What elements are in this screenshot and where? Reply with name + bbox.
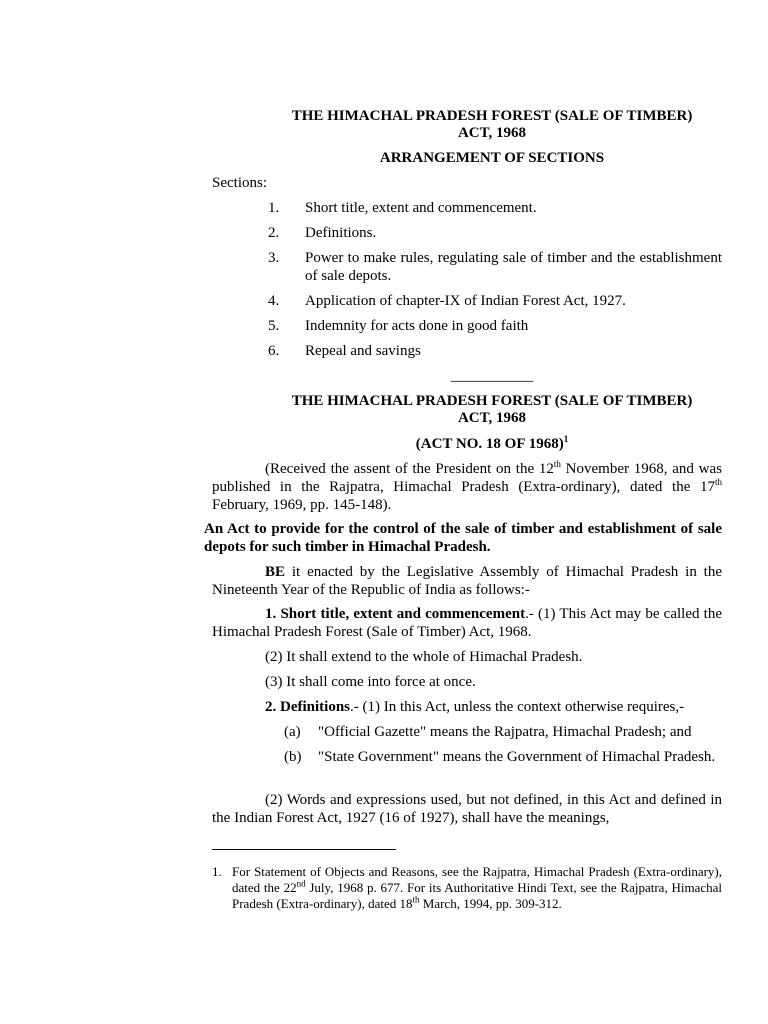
section-2-sub-2: (2) Words and expressions used, but not defined, in this Act and defined in the Indian Forest Act, 1927 (16 of 1927), shall have the meanings, — [212, 792, 722, 826]
clause-label: (b) — [284, 749, 302, 765]
act-title-line-1: THE HIMACHAL PRADESH FOREST (SALE OF TIMBER) — [291, 393, 693, 409]
enacting-clause: BE it enacted by the Legislative Assembly of Himachal Pradesh in the Nineteenth Year of the Republic of India as follows:- — [212, 564, 722, 598]
section-item: Definitions. — [305, 225, 377, 241]
section-item: Application of chapter-IX of Indian Forest Act, 1927. — [305, 293, 626, 309]
footnote-text: For Statement of Objects and Reasons, see the Rajpatra, Himachal Pradesh (Extra-ordinary), dated the 22nd July, 1968 p. 677. For its Authoritative Hindi Text, see the Rajpatra, Himachal Pradesh (Extra-ordinary), dated 18th March, 1994, pp. 309-312. — [232, 864, 722, 911]
section-item: Repeal and savings — [305, 343, 421, 359]
section-1-sub-2: (2) It shall extend to the whole of Himachal Pradesh. — [265, 649, 583, 665]
section-1-sub-3: (3) It shall come into force at once. — [265, 674, 476, 690]
section-number: 5. — [268, 318, 280, 334]
title-line-2: ACT, 1968 — [457, 125, 527, 141]
footnote-number: 1. — [212, 864, 222, 879]
sections-label: Sections: — [212, 175, 267, 191]
separator: ___________ — [450, 368, 534, 384]
clause-text: "State Government" means the Government of Himachal Pradesh. — [318, 749, 716, 765]
footnote-ref[interactable]: 1 — [563, 434, 569, 444]
section-number: 1. — [268, 200, 280, 216]
section-item: Short title, extent and commencement. — [305, 200, 537, 216]
act-number: (ACT NO. 18 OF 1968)$^1$ — [415, 434, 569, 452]
footnote-divider — [212, 849, 396, 850]
act-title-line-2: ACT, 1968 — [457, 410, 527, 426]
section-number: 2. — [268, 225, 280, 241]
section-number: 6. — [268, 343, 280, 359]
title-line-1: THE HIMACHAL PRADESH FOREST (SALE OF TIMBER) — [291, 108, 693, 124]
clause-text: "Official Gazette" means the Rajpatra, Himachal Pradesh; and — [318, 724, 692, 740]
section-2-paragraph: 2. Definitions.- (1) In this Act, unless the context otherwise requires,- — [265, 699, 685, 715]
section-number: 3. — [268, 250, 280, 266]
section-item: Power to make rules, regulating sale of timber and the establishment of sale depots. — [305, 250, 722, 284]
arrangement-heading: ARRANGEMENT OF SECTIONS — [379, 150, 605, 166]
section-item: Indemnity for acts done in good faith — [305, 318, 529, 334]
long-title: An Act to provide for the control of the sale of timber and establishment of sale depots for such timber in Himachal Pradesh. — [204, 521, 722, 555]
section-number: 4. — [268, 293, 280, 309]
section-1-paragraph: 1. Short title, extent and commencement.- (1) This Act may be called the Himachal Pradesh Forest (Sale of Timber) Act, 1968. — [212, 606, 723, 640]
clause-label: (a) — [284, 724, 301, 740]
assent-paragraph: (Received the assent of the President on the 12th November 1968, and was published in the Rajpatra, Himachal Pradesh (Extra-ordinary), dated the 17th February, 1969, pp. 145-148). — [212, 459, 722, 513]
